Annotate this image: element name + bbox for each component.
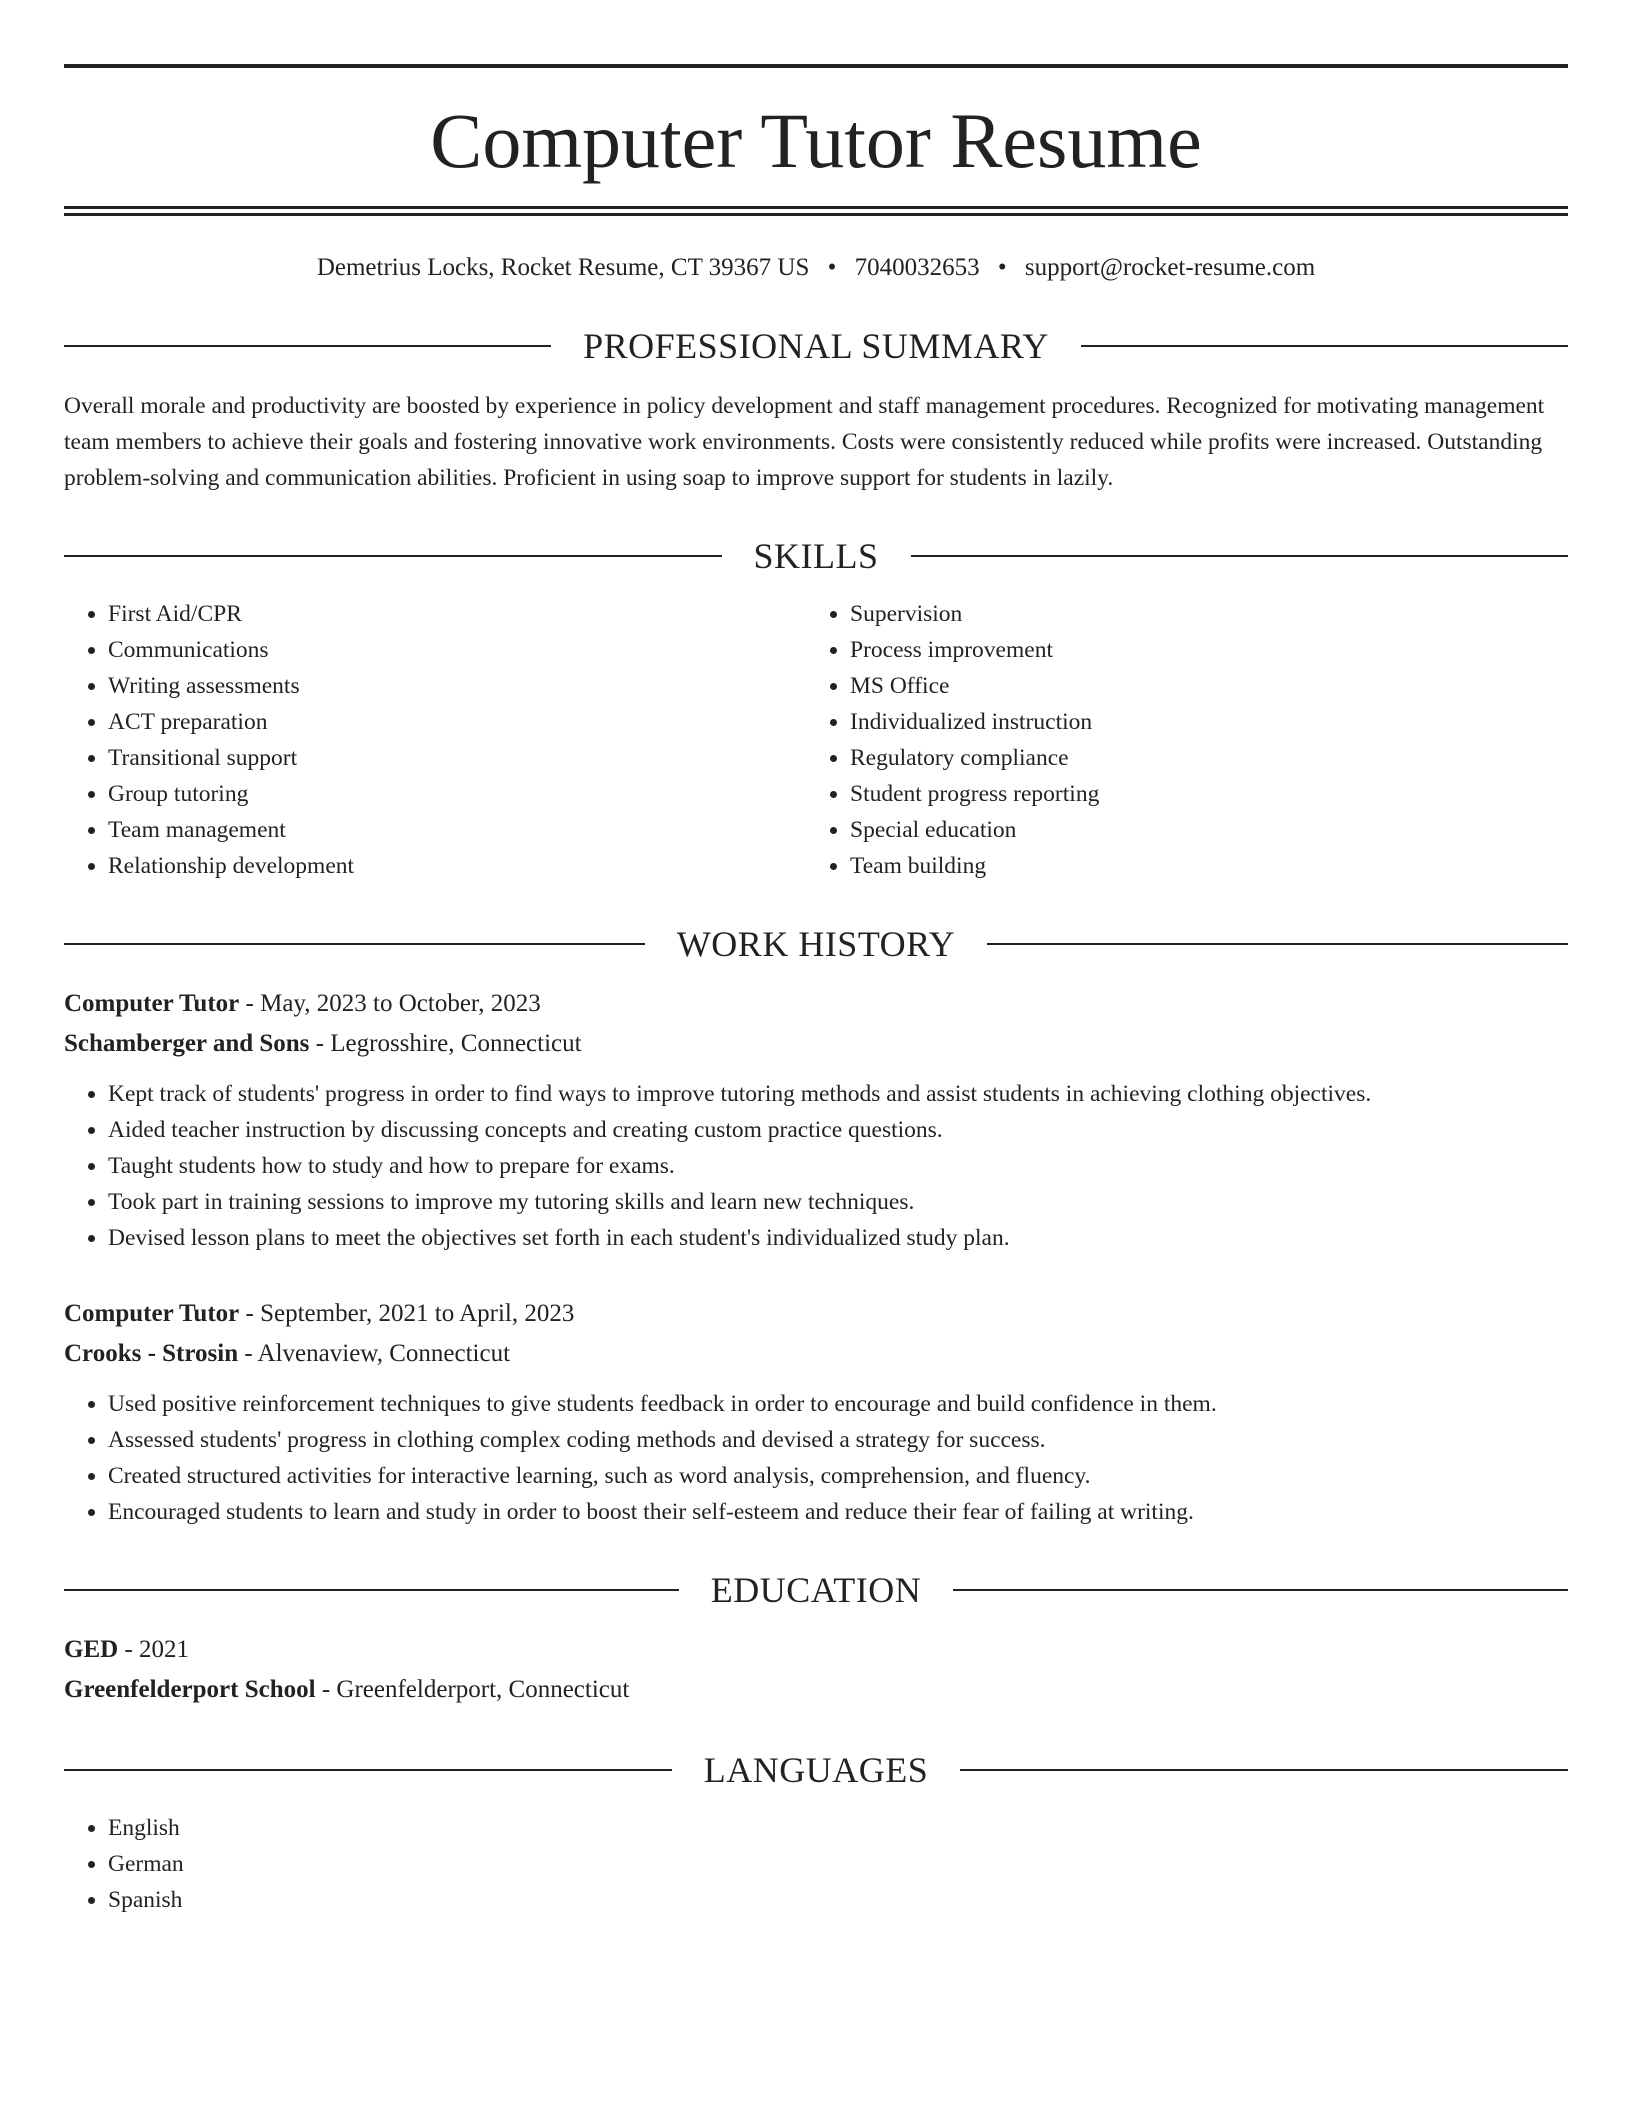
- heading-rule-right: [987, 943, 1568, 945]
- skill-item: • Regulatory compliance: [850, 740, 1548, 776]
- skill-item: • First Aid/CPR: [108, 596, 806, 632]
- contact-address: Demetrius Locks, Rocket Resume, CT 39367 US: [316, 254, 810, 281]
- skill-item: • Relationship development: [108, 848, 806, 884]
- skills-list: [64, 596, 1568, 884]
- education-school: Greenfelderport School: [64, 1676, 316, 1703]
- education-entry: [64, 1630, 1568, 1710]
- top-rule: [64, 64, 1568, 68]
- summary-text: Overall morale and productivity are boosted by experience in policy development and staff management procedures. Recognized for motivating management team members to achieve their goals and fostering innovative work environments. Costs were consistently reduced while profits were increased. Outstanding problem-solving and communication abilities. Proficient in using soap to improve support for students in lazily.: [64, 393, 1545, 491]
- language-item: • English: [108, 1810, 1568, 1846]
- job-duties: [64, 1386, 1568, 1530]
- languages-heading-label: LANGUAGES: [703, 1750, 929, 1790]
- contact-phone: 7040032653: [854, 254, 980, 281]
- job-duties: [64, 1076, 1568, 1256]
- job-dates: - May, 2023 to October, 2023: [239, 990, 541, 1017]
- summary-heading: [64, 326, 1568, 366]
- heading-rule-right: [953, 1589, 1568, 1591]
- heading-rule-left: [64, 555, 722, 557]
- skills-heading: [64, 536, 1568, 576]
- job-duty-item: • Used positive reinforcement techniques to give students feedback in order to encourage and build confidence in them.: [108, 1386, 1568, 1422]
- languages-list: [64, 1810, 1568, 1918]
- skill-item: • Special education: [850, 812, 1548, 848]
- education-degree: GED: [64, 1636, 119, 1663]
- job-duty-item: • Assessed students' progress in clothing complex coding methods and devised a strategy for success.: [108, 1422, 1568, 1458]
- skill-item: • ACT preparation: [108, 704, 806, 740]
- heading-rule-right: [960, 1769, 1568, 1771]
- job-title: Computer Tutor: [64, 1300, 240, 1327]
- job-duty-item: • Created structured activities for interactive learning, such as word analysis, comprehension, and fluency.: [108, 1458, 1568, 1494]
- skill-item: • Team building: [850, 848, 1548, 884]
- title-double-rule: [64, 206, 1568, 216]
- resume-title: Computer Tutor Resume: [430, 97, 1202, 184]
- skill-item: • Student progress reporting: [850, 776, 1548, 812]
- job-duty-item: • Took part in training sessions to improve my tutoring skills and learn new techniques.: [108, 1184, 1568, 1220]
- education-school-line: [64, 1670, 1568, 1710]
- job-location: - Legrosshire, Connecticut: [309, 1030, 582, 1057]
- job-entry: [64, 984, 1568, 1256]
- skill-item: • MS Office: [850, 668, 1548, 704]
- job-title: Computer Tutor: [64, 990, 240, 1017]
- job-title-line: [64, 1294, 1568, 1334]
- education-degree-line: [64, 1630, 1568, 1670]
- language-item: • Spanish: [108, 1882, 1568, 1918]
- skills-column-left: [64, 596, 806, 884]
- heading-rule-left: [64, 1769, 672, 1771]
- job-duty-item: • Kept track of students' progress in order to find ways to improve tutoring methods and assist students in achieving clothing objectives.: [108, 1076, 1568, 1112]
- resume-page: [64, 64, 1568, 1918]
- skill-item: • Process improvement: [850, 632, 1548, 668]
- contact-separator: •: [827, 254, 837, 281]
- job-duty-item: • Devised lesson plans to meet the objectives set forth in each student's individualized study plan.: [108, 1220, 1568, 1256]
- contact-separator: •: [997, 254, 1007, 281]
- education-heading: [64, 1570, 1568, 1610]
- job-duty-item: • Encouraged students to learn and study in order to boost their self-esteem and reduce their fear of failing at writing.: [108, 1494, 1568, 1530]
- contact-line: [64, 250, 1568, 286]
- heading-rule-left: [64, 943, 645, 945]
- heading-rule-right: [1081, 345, 1568, 347]
- job-company-line: [64, 1334, 1568, 1374]
- skill-item: • Group tutoring: [108, 776, 806, 812]
- language-item: • German: [108, 1846, 1568, 1882]
- languages-heading: [64, 1750, 1568, 1790]
- skills-heading-label: SKILLS: [753, 536, 879, 576]
- job-company: Crooks - Strosin: [64, 1340, 239, 1367]
- job-title-line: [64, 984, 1568, 1024]
- summary-heading-label: PROFESSIONAL SUMMARY: [583, 326, 1049, 366]
- job-location: - Alvenaview, Connecticut: [238, 1340, 511, 1367]
- skill-item: • Supervision: [850, 596, 1548, 632]
- job-company-line: [64, 1024, 1568, 1064]
- skill-item: • Writing assessments: [108, 668, 806, 704]
- education-heading-label: EDUCATION: [710, 1570, 922, 1610]
- skill-item: • Team management: [108, 812, 806, 848]
- job-company: Schamberger and Sons: [64, 1030, 310, 1057]
- job-duty-item: • Aided teacher instruction by discussing concepts and creating custom practice questions.: [108, 1112, 1568, 1148]
- job-dates: - September, 2021 to April, 2023: [239, 1300, 575, 1327]
- education-location: - Greenfelderport, Connecticut: [315, 1676, 630, 1703]
- contact-email: support@rocket-resume.com: [1024, 254, 1316, 281]
- work-heading: [64, 924, 1568, 964]
- skill-item: • Individualized instruction: [850, 704, 1548, 740]
- skill-item: • Transitional support: [108, 740, 806, 776]
- education-year: - 2021: [118, 1636, 190, 1663]
- job-duty-item: • Taught students how to study and how to prepare for exams.: [108, 1148, 1568, 1184]
- work-heading-label: WORK HISTORY: [676, 924, 956, 964]
- heading-rule-right: [911, 555, 1569, 557]
- skill-item: • Communications: [108, 632, 806, 668]
- heading-rule-left: [64, 345, 551, 347]
- job-entry: [64, 1294, 1568, 1530]
- skills-column-right: [806, 596, 1548, 884]
- heading-rule-left: [64, 1589, 679, 1591]
